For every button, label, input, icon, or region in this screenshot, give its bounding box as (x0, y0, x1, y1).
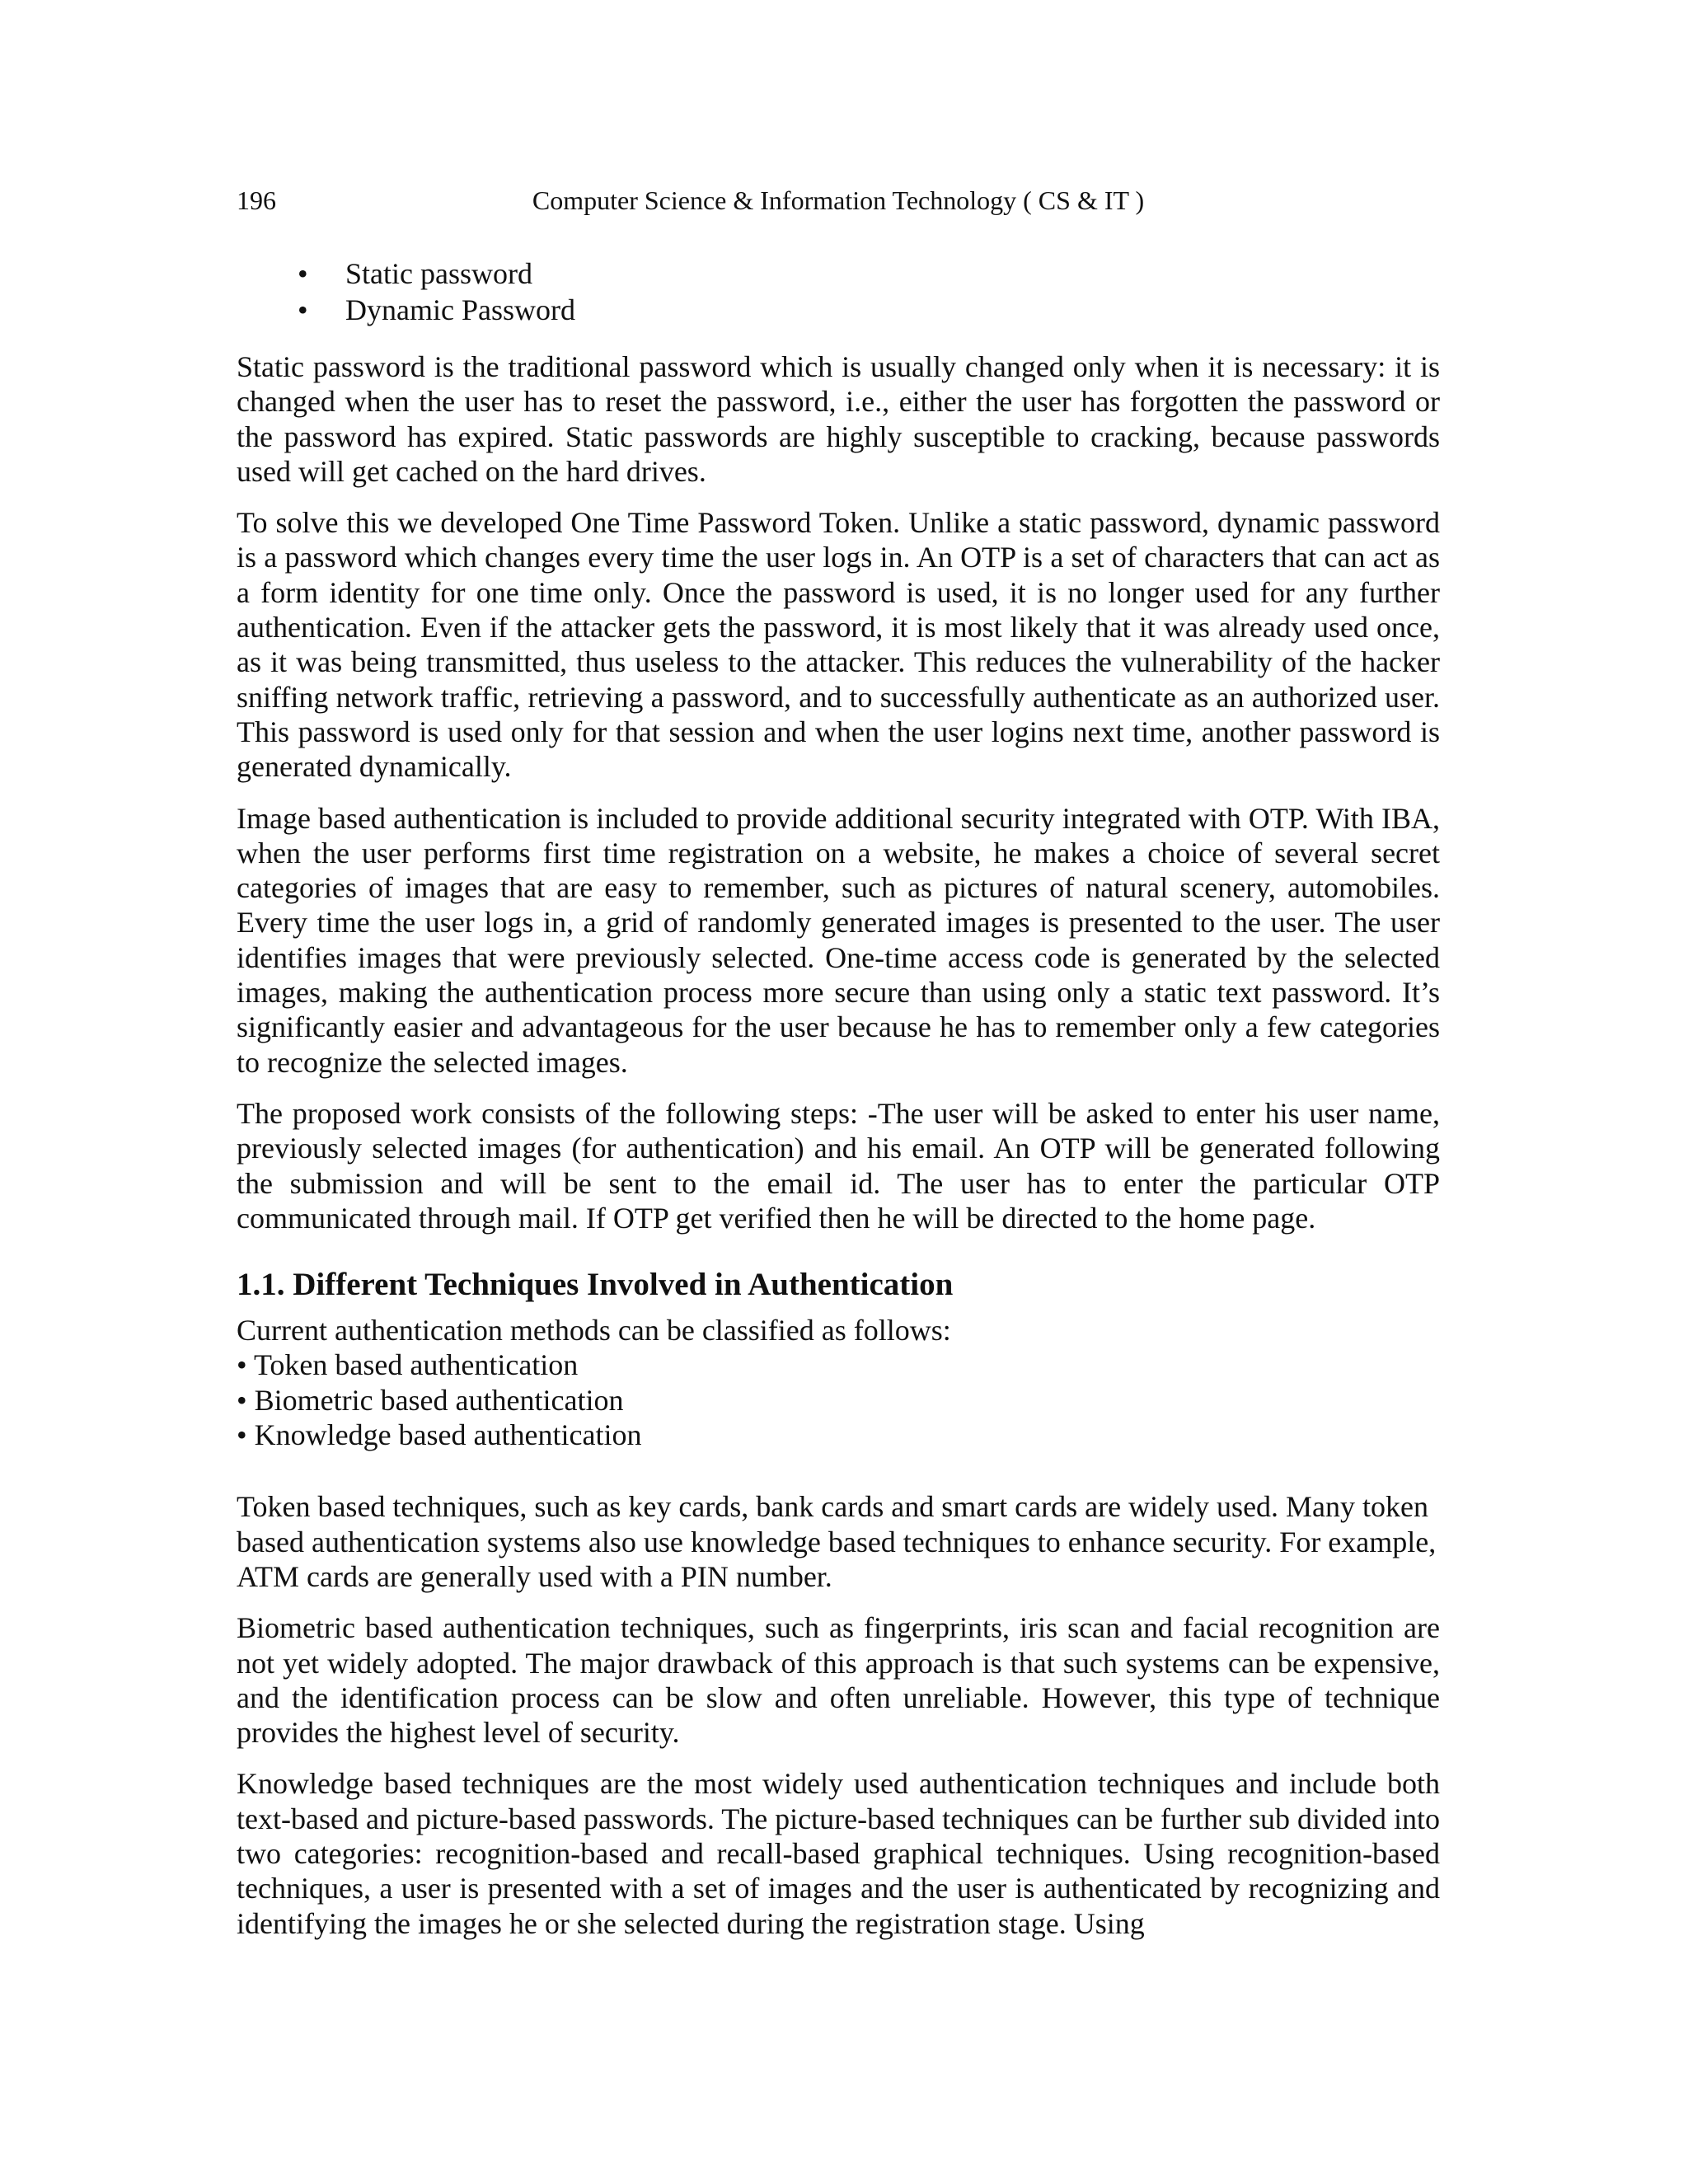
list-item: • Token based authentication (237, 1348, 579, 1382)
list-item: • Biometric based authentication (237, 1383, 624, 1417)
paragraph-static-password: Static password is the traditional password which is usually changed only when it is necessary: it is changed when the user has to reset the password, i.e., either the user has forgotten the password or the password has expired. Static passwords are highly susceptible to cracking, because passwords used will get cached on the hard drives. (237, 350, 1440, 488)
paragraph-image-based-auth: Image based authentication is included to provide additional security integrated with OTP. With IBA, when the user performs first time registration on a website, he makes a choice of several secret categories of images that are easy to remember, such as pictures of natural scenery, automobiles. Every time the user logs in, a grid of randomly generated images is presented to the user. The user identifies images that were previously selected. One-time access code is generated by the selected images, making the authentication process more secure than using only a static text password. It’s significantly easier and advantageous for the user because he has to remember only a few categories to recognize the selected images. (237, 801, 1440, 1079)
paragraph-proposed-work: The proposed work consists of the following steps: -The user will be asked to enter his user name, previously selected images (for authentication) and his email. An OTP will be generated following the submission and will be sent to the email id. The user has to enter the particular OTP communicated through mail. If OTP get verified then he will be directed to the home page. (237, 1096, 1440, 1235)
section-heading: 1.1. Different Techniques Involved in Authentication (237, 1267, 954, 1303)
journal-title: Computer Science & Information Technology ( CS & IT ) (532, 185, 1145, 215)
paragraph-knowledge-based: Knowledge based techniques are the most widely used authentication techniques and include both text-based and picture-based passwords. The picture-based techniques can be further sub divided into two categories: recognition-based and recall-based graphical techniques. Using recognition-based techniques, a user is presented with a set of images and the user is authenticated by recognizing and identifying the images he or she selected during the registration stage. Using (237, 1767, 1440, 1940)
list-item: • Dynamic Password (237, 292, 1440, 328)
paragraph-methods-intro: Current authentication methods can be classified as follows: (237, 1314, 951, 1347)
paragraph-biometric-based: Biometric based authentication techniques, such as fingerprints, iris scan and facial recognition are not yet widely adopted. The major drawback of this approach is that such systems can be expensive, and the identification process can be slow and often unreliable. However, this type of technique provides the highest level of security. (237, 1611, 1440, 1750)
page-number: 196 (237, 185, 276, 215)
auth-methods-list (237, 1347, 1440, 1452)
page (237, 183, 1440, 1941)
paragraph-otp: To solve this we developed One Time Password Token. Unlike a static password, dynamic password is a password which changes every time the user logs in. An OTP is a set of characters that can act as a form identity for one time only. Once the password is used, it is no longer used for any further authentication. Even if the attacker gets the password, it is most likely that it was already used once, as it was being transmitted, thus useless to the attacker. This reduces the vulnerability of the hacker sniffing network traffic, retrieving a password, and to successfully authenticate as an authorized user. This password is used only for that session and when the user logins next time, another password is generated dynamically. (237, 506, 1440, 784)
running-header (237, 183, 1440, 218)
paragraph-token-based: Token based techniques, such as key cards, bank cards and smart cards are widely used. Many token based authentication systems also use knowledge based techniques to enhance security. For example, ATM cards are generally used with a PIN number. (237, 1490, 1437, 1593)
password-type-list (237, 255, 1440, 328)
list-item: • Static password (237, 255, 1440, 292)
list-item: • Knowledge based authentication (237, 1418, 642, 1452)
